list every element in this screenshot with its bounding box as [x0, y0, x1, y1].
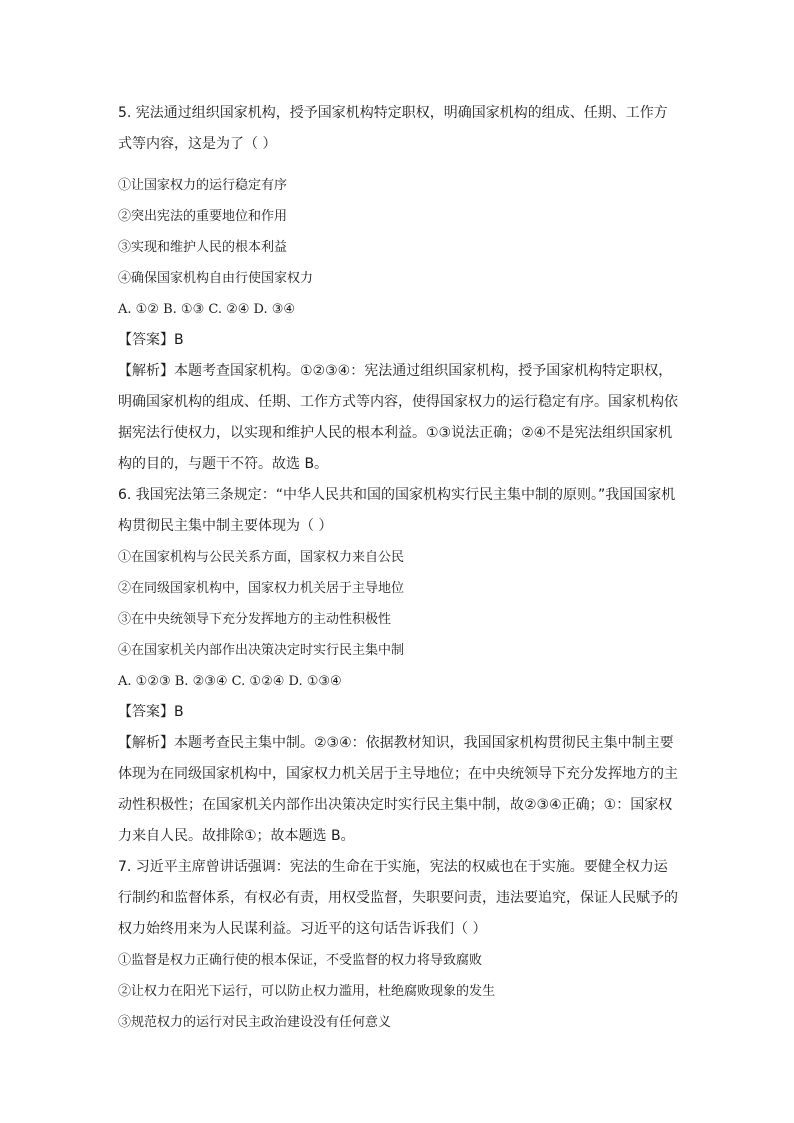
question-6-choices: A. ①②③ B. ②③④ C. ①②④ D. ①③④ — [118, 674, 342, 689]
question-5-answer: 【答案】B — [118, 332, 184, 348]
question-6-analysis — [118, 728, 684, 852]
question-6-option-1: ①在国家机构与公民关系方面，国家权力来自公民 — [118, 550, 405, 565]
question-6-option-2: ②在同级国家机构中，国家权力机关居于主导地位 — [118, 581, 405, 596]
question-7-option-3: ③规范权力的运行对民主政治建设没有任何意义 — [118, 1015, 392, 1030]
question-5-analysis — [118, 356, 684, 480]
document-page — [118, 98, 684, 1038]
question-5-stem — [118, 98, 684, 160]
question-5-analysis-line-4: 构的目的，与题干不符。故选 B。 — [118, 456, 329, 472]
question-6-stem-line-2: 构贯彻民主集中制主要体现为（ ） — [118, 518, 333, 534]
question-7-stem-line-1: 7. 习近平主席曾讲话强调：宪法的生命在于实施，宪法的权威也在于实施。要健全权力运 — [118, 859, 668, 875]
question-5-choices: A. ①② B. ①③ C. ②④ D. ③④ — [118, 302, 296, 317]
question-5-analysis-line-3: 据宪法行使权力，以实现和维护人民的根本利益。①③说法正确；②④不是宪法组织国家机 — [118, 425, 673, 441]
question-5-option-2: ②突出宪法的重要地位和作用 — [118, 209, 288, 224]
question-6-analysis-line-4: 力来自人民。故排除①；故本题选 B。 — [118, 828, 355, 844]
question-6 — [118, 480, 684, 852]
question-5-option-1: ①让国家权力的运行稳定有序 — [118, 178, 288, 193]
question-6-option-3: ③在中央统领导下充分发挥地方的主动性积极性 — [118, 612, 392, 627]
question-7 — [118, 852, 684, 1038]
question-6-analysis-line-1: 【解析】本题考查民主集中制。②③④：依据教材知识，我国国家机构贯彻民主集中制主要 — [118, 735, 674, 751]
question-6-stem — [118, 480, 684, 542]
question-7-stem-line-2: 行制约和监督体系，有权必有责，用权受监督，失职要问责，违法要追究，保证人民赋予的 — [118, 890, 678, 906]
question-5-option-4: ④确保国家机构自由行使国家权力 — [118, 271, 314, 286]
question-7-option-2: ②让权力在阳光下运行，可以防止权力滥用，杜绝腐败现象的发生 — [118, 984, 496, 999]
question-5-analysis-line-2: 明确国家机构的组成、任期、工作方式等内容，使得国家权力的运行稳定有序。国家机构依 — [118, 394, 678, 410]
question-7-stem-line-3: 权力始终用来为人民谋利益。习近平的这句话告诉我们（ ） — [118, 921, 487, 937]
question-6-stem-line-1: 6. 我国宪法第三条规定：“中华人民共和国的国家机构实行民主集中制的原则。”我国国家机 — [118, 487, 676, 503]
question-6-answer: 【答案】B — [118, 704, 184, 720]
question-5-stem-line-2: 式等内容，这是为了（ ） — [118, 136, 277, 152]
question-5 — [118, 98, 684, 480]
question-7-option-1: ①监督是权力正确行使的根本保证，不受监督的权力将导致腐败 — [118, 953, 483, 968]
question-6-option-4: ④在国家机关内部作出决策决定时实行民主集中制 — [118, 643, 405, 658]
question-5-analysis-line-1: 【解析】本题考查国家机构。①②③④：宪法通过组织国家机构，授予国家机构特定职权， — [118, 363, 673, 379]
question-7-stem — [118, 852, 684, 945]
question-5-stem-line-1: 5. 宪法通过组织国家机构，授予国家机构特定职权，明确国家机构的组成、任期、工作方 — [118, 105, 668, 121]
question-6-analysis-line-2: 体现为在同级国家机构中，国家权力机关居于主导地位；在中央统领导下充分发挥地方的主 — [118, 766, 678, 782]
question-6-analysis-line-3: 动性积极性；在国家机关内部作出决策决定时实行民主集中制，故②③④正确；①：国家权 — [118, 797, 673, 813]
question-5-option-3: ③实现和维护人民的根本利益 — [118, 240, 288, 255]
